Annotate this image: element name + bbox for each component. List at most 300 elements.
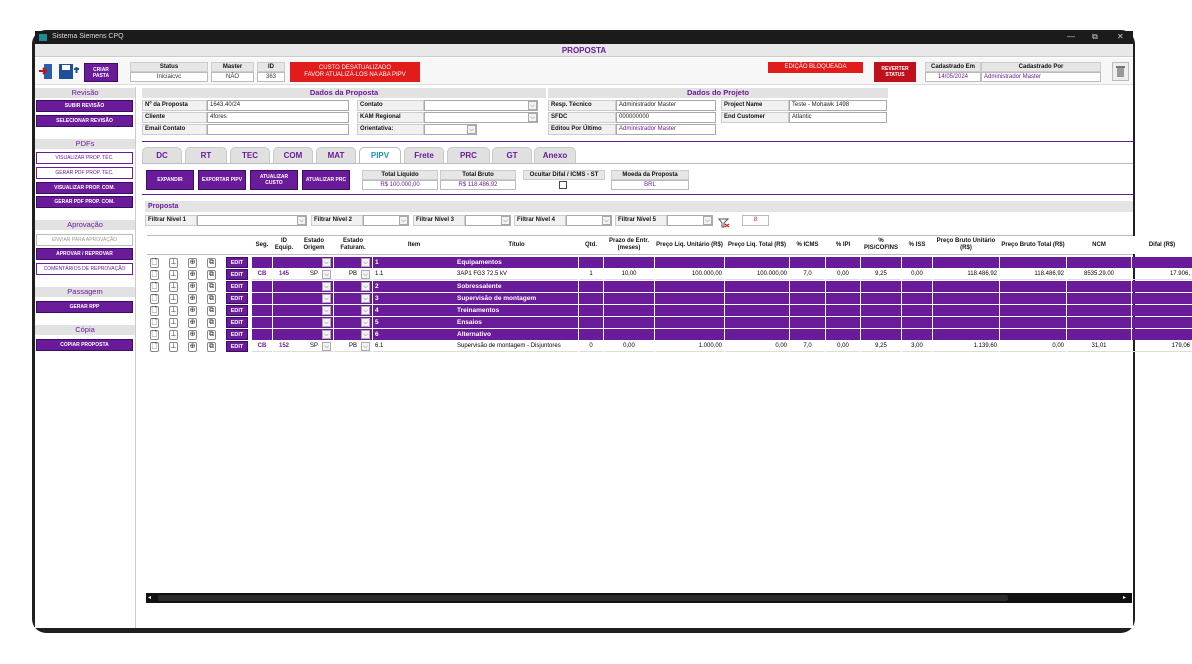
tree-icon[interactable]: ⊥	[170, 343, 177, 350]
cell-item: 4	[373, 305, 455, 316]
cell-qtd	[579, 281, 603, 292]
cell-plu: 100.000,00	[655, 269, 724, 280]
copy-icon[interactable]: ⧉	[209, 319, 214, 326]
cell-ncm	[1067, 281, 1131, 292]
moeda-label: Moeda da Proposta	[611, 170, 689, 180]
chevron-down-icon[interactable]: ⌵	[322, 318, 331, 327]
cell-pis	[861, 317, 901, 328]
cell-ef: PB	[334, 269, 372, 280]
cell-ipi	[826, 257, 860, 268]
edit-button[interactable]: EDIT	[226, 341, 248, 352]
chevron-down-icon[interactable]: ⌵	[361, 258, 370, 267]
document-icon[interactable]: 🗋	[151, 271, 158, 278]
window-title: Sistema Siemens CPQ	[52, 33, 124, 40]
cell-iss	[902, 293, 932, 304]
group-row[interactable]	[147, 329, 1133, 341]
cell-prazo	[604, 257, 654, 268]
cell-qtd: 1	[579, 269, 603, 280]
add-icon[interactable]: ⊕	[189, 331, 196, 338]
gerar-pdf-com-button[interactable]: GERAR PDF PROP. COM.	[36, 196, 133, 208]
chevron-down-icon[interactable]: ⌵	[322, 270, 331, 279]
editou-label: Editou Por Último	[548, 124, 616, 135]
add-icon[interactable]: ⊕	[189, 343, 196, 350]
column-header-seg[interactable]: Seg.	[252, 236, 272, 254]
column-header-item[interactable]: Item	[373, 236, 455, 254]
title-bar	[35, 31, 1133, 44]
resp-tecnico-label: Resp. Técnico	[548, 100, 616, 111]
chevron-down-icon[interactable]: ⌵	[322, 294, 331, 303]
add-icon[interactable]: ⊕	[189, 259, 196, 266]
cell-pis	[861, 257, 901, 268]
cell-ipi	[826, 329, 860, 340]
cell-titulo: Equipamentos	[455, 257, 578, 268]
chevron-down-icon[interactable]: ⌵	[528, 101, 537, 110]
cell-titulo: 3AP1 FG3 72.5 kV	[455, 269, 578, 280]
cell-id	[273, 257, 295, 268]
cell-plu	[655, 329, 724, 340]
edicao-bloqueada-badge: EDIÇÃO BLOQUEADA	[768, 62, 863, 73]
cell-plt	[725, 329, 789, 340]
column-header-pis[interactable]: % PIS/COFINS	[861, 236, 901, 254]
tree-icon[interactable]: ⊥	[170, 331, 177, 338]
tab-dc[interactable]: DC	[142, 147, 182, 163]
column-header-iss[interactable]: % ISS	[902, 236, 932, 254]
cell-icms: 7,0	[790, 269, 825, 280]
add-icon[interactable]: ⊕	[189, 283, 196, 290]
row-count: 8	[742, 215, 769, 226]
add-icon[interactable]: ⊕	[189, 319, 196, 326]
copy-icon[interactable]: ⧉	[209, 283, 214, 290]
cell-qtd	[579, 329, 603, 340]
cell-pis	[861, 293, 901, 304]
gerar-rpp-button[interactable]: GERAR RPP	[36, 301, 133, 313]
total-liquido-value: R$ 100.000,00	[362, 180, 438, 190]
cell-qtd	[579, 293, 603, 304]
column-header-pbt[interactable]: Preço Bruto Total (R$)	[1000, 236, 1066, 254]
revisao-header: Revisão	[35, 88, 135, 98]
cost-warning-banner: CUSTO DESATUALIZADO FAVOR ATUALIZÁ-LOS NA ABA PIPV	[290, 62, 420, 82]
resp-tecnico-field[interactable]: Administrador Master	[616, 100, 716, 111]
chevron-down-icon[interactable]: ⌵	[322, 342, 331, 351]
tree-icon[interactable]: ⊥	[170, 295, 177, 302]
cell-pis	[861, 305, 901, 316]
edit-button[interactable]: EDIT	[226, 305, 248, 316]
chevron-down-icon[interactable]: ⌵	[528, 113, 537, 122]
copy-icon[interactable]: ⧉	[209, 259, 214, 266]
document-icon[interactable]: 🗋	[151, 319, 158, 326]
copy-icon[interactable]: ⧉	[209, 331, 214, 338]
cell-titulo: Treinamentos	[455, 305, 578, 316]
page-title: PROPOSTA	[35, 44, 1133, 57]
filter-nivel-2-label: Filtrar Nível 2	[311, 215, 363, 226]
cell-prazo	[604, 305, 654, 316]
filter-nivel-1-label: Filtrar Nível 1	[145, 215, 197, 226]
chevron-down-icon[interactable]: ⌵	[322, 306, 331, 315]
cell-pis	[861, 329, 901, 340]
column-header-ef[interactable]: Estado Faturam.	[334, 236, 372, 254]
chevron-down-icon[interactable]: ⌵	[322, 330, 331, 339]
scrollbar-thumb[interactable]	[158, 595, 1008, 601]
cadastrado-em-value: 14/05/2024	[925, 72, 981, 82]
cell-id	[273, 305, 295, 316]
divider	[142, 141, 1133, 142]
document-icon[interactable]: 🗋	[151, 307, 158, 314]
n-proposta-field[interactable]: 1643.40/24	[207, 100, 349, 111]
trash-icon[interactable]	[1112, 62, 1129, 81]
cell-seg	[252, 305, 272, 316]
sfdc-label: SFDC	[548, 112, 616, 123]
id-label: ID	[257, 62, 285, 72]
email-contato-field[interactable]	[207, 124, 349, 135]
cell-pbu	[933, 329, 999, 340]
cell-ipi	[826, 317, 860, 328]
cell-difal	[1132, 281, 1192, 292]
kam-regional-label: KAM Regional	[357, 112, 424, 123]
chevron-down-icon[interactable]: ⌵	[322, 258, 331, 267]
cell-ncm: 31,01	[1067, 341, 1131, 352]
id-value: 363	[257, 72, 285, 82]
subir-revisao-button[interactable]: SUBIR REVISÃO	[36, 100, 133, 112]
cadastrado-por-value: Administrador Master	[981, 72, 1101, 82]
cell-seg	[252, 329, 272, 340]
app-window	[35, 31, 1190, 628]
cell-id: 152	[273, 341, 295, 352]
cell-prazo	[604, 329, 654, 340]
cell-difal	[1132, 317, 1192, 328]
visualizar-prop-com-button[interactable]: VISUALIZAR PROP. COM.	[36, 182, 133, 194]
copy-icon[interactable]: ⧉	[209, 307, 214, 314]
chevron-down-icon[interactable]: ⌵	[361, 294, 370, 303]
cell-plt	[725, 317, 789, 328]
cell-pbu	[933, 281, 999, 292]
sfdc-field[interactable]: 000000000	[616, 112, 716, 123]
email-contato-label: Email Contato	[142, 124, 207, 135]
filter-nivel-3-label: Filtrar Nível 3	[413, 215, 465, 226]
contato-select[interactable]	[424, 100, 538, 111]
gerar-pdf-tec-button[interactable]: GERAR PDF PROP. TEC.	[36, 167, 133, 179]
cell-plt: 0,00	[725, 341, 789, 352]
chevron-down-icon[interactable]: ⌵	[361, 270, 370, 279]
cell-pbu	[933, 317, 999, 328]
editou-field: Administrador Master	[616, 124, 716, 135]
tab-pipv[interactable]: PIPV	[359, 147, 401, 164]
tab-com[interactable]: COM	[273, 147, 313, 163]
cell-difal	[1132, 257, 1192, 268]
scroll-left-icon[interactable]: ◂	[148, 595, 152, 601]
horizontal-scrollbar[interactable]	[146, 593, 1132, 603]
cell-prazo	[604, 293, 654, 304]
cell-item: 1	[373, 257, 455, 268]
column-header-plu[interactable]: Preço Liq. Unitário (R$)	[655, 236, 724, 254]
cell-ef: PB	[334, 341, 372, 352]
chevron-down-icon[interactable]: ⌵	[361, 306, 370, 315]
cell-iss: 0,00	[902, 269, 932, 280]
cell-difal	[1132, 305, 1192, 316]
cell-titulo: Supervisão de montagem	[455, 293, 578, 304]
tab-frete[interactable]: Frete	[404, 147, 444, 163]
total-bruto-value: R$ 118.486,92	[440, 180, 516, 190]
cell-pbu	[933, 293, 999, 304]
edit-button[interactable]: EDIT	[226, 269, 248, 280]
chevron-down-icon[interactable]: ⌵	[467, 125, 476, 134]
tree-icon[interactable]: ⊥	[170, 259, 177, 266]
cadastrado-em-label: Cadastrado Em	[925, 62, 981, 72]
cell-seg	[252, 293, 272, 304]
cell-pis: 9,25	[861, 341, 901, 352]
cell-plu	[655, 317, 724, 328]
filter-nivel-5-label: Filtrar Nível 5	[615, 215, 667, 226]
copiar-proposta-button[interactable]: COPIAR PROPOSTA	[36, 339, 133, 351]
aprovar-reprovar-button[interactable]: APROVAR / REPROVAR	[36, 248, 133, 260]
tab-mat[interactable]: MAT	[316, 147, 356, 163]
group-row[interactable]	[147, 293, 1133, 305]
cell-pis: 9,25	[861, 269, 901, 280]
atualizar-custo-button[interactable]: ATUALIZAR CUSTO	[250, 170, 298, 190]
tree-icon[interactable]: ⊥	[170, 307, 177, 314]
passagem-header: Passagem	[35, 287, 135, 297]
cell-plt	[725, 257, 789, 268]
chevron-down-icon[interactable]: ⌵	[361, 318, 370, 327]
column-header-prazo[interactable]: Prazo de Entr. (meses)	[604, 236, 654, 254]
cell-qtd: 0	[579, 341, 603, 352]
n-proposta-label: Nº da Proposta	[142, 100, 207, 111]
cell-qtd	[579, 257, 603, 268]
column-header-id[interactable]: ID Equip.	[273, 236, 295, 254]
exportar-pipv-button[interactable]: EXPORTAR PIPV	[198, 170, 246, 190]
cell-iss: 3,00	[902, 341, 932, 352]
column-header-ncm[interactable]: NCM	[1067, 236, 1131, 254]
cell-id	[273, 317, 295, 328]
chevron-down-icon[interactable]: ⌵	[297, 216, 306, 225]
status-value: Iniciaicvc	[130, 72, 208, 82]
chevron-down-icon[interactable]: ⌵	[361, 282, 370, 291]
filter-nivel-4-label: Filtrar Nível 4	[514, 215, 566, 226]
proposta-grid	[147, 235, 1190, 593]
dados-proposta-header: Dados da Proposta	[142, 88, 546, 98]
exit-icon[interactable]	[39, 63, 53, 80]
column-header-ipi[interactable]: % IPI	[826, 236, 860, 254]
cell-eo: SP	[295, 269, 333, 280]
tree-icon[interactable]: ⊥	[170, 319, 177, 326]
tab-tec[interactable]: TEC	[230, 147, 270, 163]
cell-pbt	[1000, 317, 1066, 328]
clear-filter-icon[interactable]	[718, 215, 730, 225]
cell-pbu	[933, 305, 999, 316]
cell-pis	[861, 281, 901, 292]
cell-difal: 179,06	[1132, 341, 1192, 352]
cell-pbt	[1000, 305, 1066, 316]
cell-item: 6.1	[373, 341, 455, 352]
moeda-value: BRL	[611, 180, 689, 190]
proposta-section-title: Proposta	[145, 201, 1133, 212]
cell-iss	[902, 329, 932, 340]
cell-titulo: Sobressalente	[455, 281, 578, 292]
pdfs-header: PDFs	[35, 139, 135, 149]
project-name-label: Project Name	[721, 100, 789, 111]
scroll-right-icon[interactable]: ▸	[1123, 595, 1127, 601]
column-header-icms[interactable]: % ICMS	[790, 236, 825, 254]
cell-icms: 7,0	[790, 341, 825, 352]
cell-plt	[725, 293, 789, 304]
close-icon[interactable]: ✕	[1117, 32, 1124, 41]
minimize-icon[interactable]: —	[1067, 32, 1075, 41]
end-customer-field[interactable]: Atlantic	[789, 112, 887, 123]
cell-icms	[790, 281, 825, 292]
cell-id: 145	[273, 269, 295, 280]
chevron-down-icon[interactable]: ⌵	[703, 216, 712, 225]
master-value: NÃO	[211, 72, 254, 82]
column-header-qtd[interactable]: Qtd.	[579, 236, 603, 254]
cell-plu	[655, 257, 724, 268]
column-header-pbu[interactable]: Preço Bruto Unitário (R$)	[933, 236, 999, 254]
chevron-down-icon[interactable]: ⌵	[322, 282, 331, 291]
table-row[interactable]	[147, 341, 1190, 353]
document-icon[interactable]: 🗋	[151, 343, 158, 350]
cell-id	[273, 281, 295, 292]
cell-pbt	[1000, 293, 1066, 304]
master-label: Master	[211, 62, 254, 72]
edit-button[interactable]: EDIT	[226, 317, 248, 328]
cliente-field[interactable]: 4fores	[207, 112, 349, 123]
cell-prazo	[604, 281, 654, 292]
document-icon[interactable]: 🗋	[151, 295, 158, 302]
cell-titulo: Ensaios	[455, 317, 578, 328]
cell-seg: CB	[252, 341, 272, 352]
cell-plu: 1.000,00	[655, 341, 724, 352]
cell-ipi	[826, 293, 860, 304]
cell-pbt	[1000, 257, 1066, 268]
chevron-down-icon[interactable]: ⌵	[361, 342, 370, 351]
add-icon[interactable]: ⊕	[189, 307, 196, 314]
column-header-eo[interactable]: Estado Origem	[295, 236, 333, 254]
cell-pbu: 118.486,92	[933, 269, 999, 280]
cell-ipi	[826, 305, 860, 316]
cell-ncm	[1067, 257, 1131, 268]
table-row[interactable]	[147, 269, 1190, 281]
group-row[interactable]	[147, 281, 1133, 293]
chevron-down-icon[interactable]: ⌵	[361, 330, 370, 339]
selecionar-revisao-button[interactable]: SELECIONAR REVISÃO	[36, 115, 133, 127]
add-icon[interactable]: ⊕	[189, 295, 196, 302]
copy-icon[interactable]: ⧉	[209, 343, 214, 350]
copy-icon[interactable]: ⧉	[209, 271, 214, 278]
comentarios-reprovacao-button[interactable]: COMENTÁRIOS DE REPROVAÇÃO	[36, 263, 133, 275]
reverter-status-button[interactable]: REVERTER STATUS	[874, 62, 916, 82]
dados-projeto-header: Dados do Projeto	[548, 88, 888, 98]
column-header-titulo[interactable]: Título	[455, 236, 578, 254]
project-name-field[interactable]: Teste - Mohawk 1498	[789, 100, 887, 111]
cell-plu	[655, 293, 724, 304]
group-row[interactable]	[147, 305, 1133, 317]
contato-label: Contato	[357, 100, 424, 111]
cell-ncm	[1067, 293, 1131, 304]
tab-gt[interactable]: GT	[492, 147, 532, 163]
cell-pbt	[1000, 329, 1066, 340]
chevron-down-icon[interactable]: ⌵	[602, 216, 611, 225]
copy-icon[interactable]: ⧉	[209, 295, 214, 302]
cell-pbu	[933, 257, 999, 268]
document-icon[interactable]: 🗋	[151, 283, 158, 290]
edit-button[interactable]: EDIT	[226, 293, 248, 304]
cell-difal	[1132, 293, 1192, 304]
cell-prazo: 10,00	[604, 269, 654, 280]
cell-qtd	[579, 317, 603, 328]
total-liquido-label: Total Líquido	[362, 170, 438, 180]
enviar-aprovacao-button[interactable]: ENVIAR PARA APROVAÇÃO	[36, 234, 133, 246]
tab-prc[interactable]: PRC	[447, 147, 490, 163]
cell-iss	[902, 305, 932, 316]
cell-pbt: 118.486,92	[1000, 269, 1066, 280]
cell-iss	[902, 317, 932, 328]
atualizar-prc-button[interactable]: ATUALIZAR PRC	[302, 170, 350, 190]
cell-item: 3	[373, 293, 455, 304]
cell-icms	[790, 305, 825, 316]
cell-difal	[1132, 329, 1192, 340]
cell-icms	[790, 257, 825, 268]
copia-header: Cópia	[35, 325, 135, 335]
cell-ipi: 0,00	[826, 269, 860, 280]
cell-plt: 100.000,00	[725, 269, 789, 280]
edit-button[interactable]: EDIT	[226, 257, 248, 268]
column-header-difal[interactable]: Difal (R$)	[1132, 236, 1192, 254]
cell-titulo: Supervisão de montagem - Disjuntores	[455, 341, 578, 352]
cell-item: 2	[373, 281, 455, 292]
filter-nivel-1-select[interactable]	[197, 215, 307, 226]
expandir-button[interactable]: EXPANDIR	[146, 170, 194, 190]
cell-seg: CB	[252, 269, 272, 280]
group-row[interactable]	[147, 257, 1133, 269]
edit-button[interactable]: EDIT	[226, 281, 248, 292]
kam-regional-select[interactable]	[424, 112, 538, 123]
document-icon[interactable]: 🗋	[151, 259, 158, 266]
chevron-down-icon[interactable]: ⌵	[501, 216, 510, 225]
document-icon[interactable]: 🗋	[151, 331, 158, 338]
add-icon[interactable]: ⊕	[189, 271, 196, 278]
group-row[interactable]	[147, 317, 1133, 329]
total-bruto-label: Total Bruto	[440, 170, 516, 180]
cell-icms	[790, 329, 825, 340]
cell-item: 6	[373, 329, 455, 340]
divider	[142, 194, 1133, 195]
tab-anexo[interactable]: Anexo	[534, 147, 576, 163]
column-header-plt[interactable]: Preço Liq. Total (R$)	[725, 236, 789, 254]
tree-icon[interactable]: ⊥	[170, 283, 177, 290]
orientativa-label: Orientativa:	[357, 124, 424, 135]
cell-prazo	[604, 317, 654, 328]
restore-icon[interactable]: ⧉	[1092, 32, 1098, 41]
aprovacao-header: Aprovação	[35, 220, 135, 230]
cell-seg	[252, 281, 272, 292]
cell-icms	[790, 317, 825, 328]
ocultar-difal-checkbox[interactable]	[559, 181, 567, 189]
tree-icon[interactable]: ⊥	[170, 271, 177, 278]
cell-ipi: 0,00	[826, 341, 860, 352]
tab-rt[interactable]: RT	[185, 147, 227, 163]
visualizar-prop-tec-button[interactable]: VISUALIZAR PROP. TÉC.	[36, 152, 133, 164]
cell-id	[273, 329, 295, 340]
criar-pasta-button[interactable]: CRIAR PASTA	[84, 63, 118, 82]
edit-button[interactable]: EDIT	[226, 329, 248, 340]
cell-eo: SP	[295, 341, 333, 352]
save-icon[interactable]	[58, 63, 80, 80]
cell-iss	[902, 281, 932, 292]
tab-underline	[142, 163, 1133, 164]
app-icon	[39, 34, 47, 41]
chevron-down-icon[interactable]: ⌵	[399, 216, 408, 225]
cell-item: 5	[373, 317, 455, 328]
status-label: Status	[130, 62, 208, 72]
cell-pbt	[1000, 281, 1066, 292]
